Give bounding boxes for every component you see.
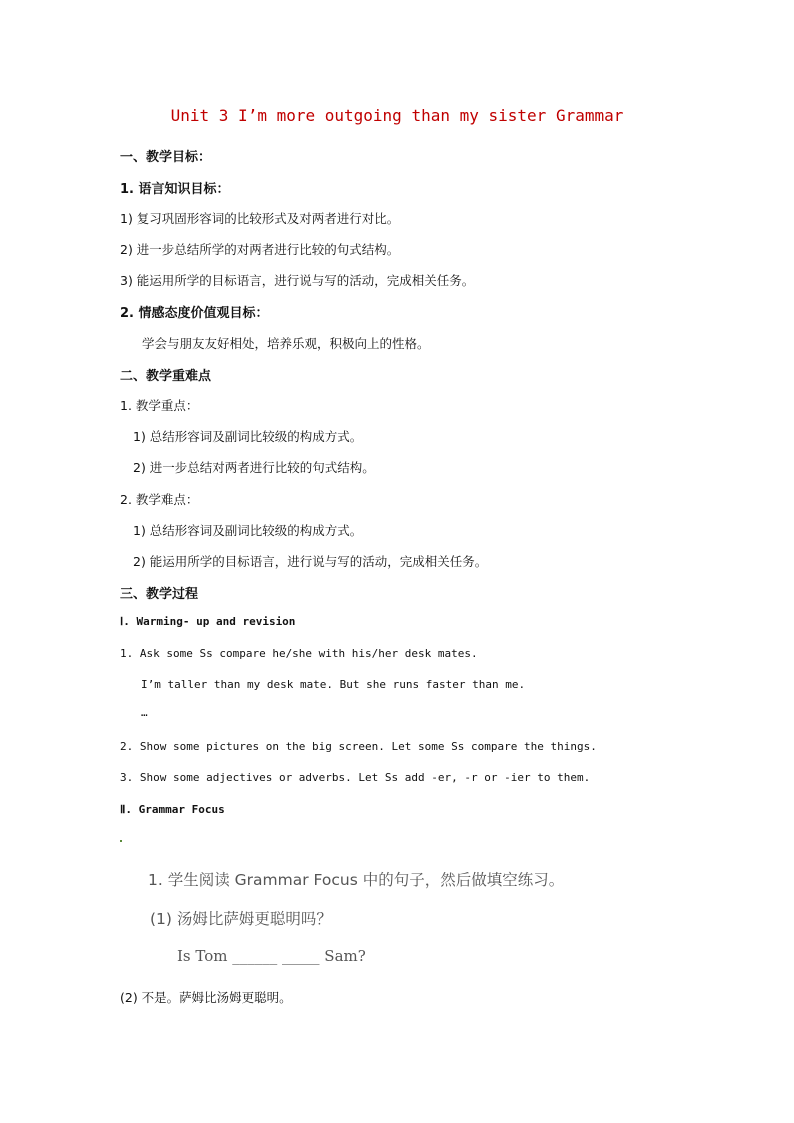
image-line-1: 1. 学生阅读 Grammar Focus 中的句子，然后做填空练习。 <box>148 871 565 889</box>
section-1-sub-2: 2. 情感态度价值观目标： <box>120 306 269 321</box>
section-2-key-item-2: 2) 进一步总结对两者进行比较的句式结构。 <box>133 460 375 475</box>
document-title: Unit 3 I’m more outgoing than my sister Grammar <box>170 106 624 125</box>
section-1-item-3: 3) 能运用所学的目标语言，进行说与写的活动，完成相关任务。 <box>120 273 475 288</box>
section-2-sub-2: 2. 教学难点： <box>120 492 199 507</box>
section-3-heading: 三、教学过程 <box>120 587 199 602</box>
section-1-paragraph: 学会与朋友友好相处，培养乐观，积极向上的性格。 <box>142 336 430 351</box>
part-1-heading: Ⅰ. Warming- up and revision <box>120 615 296 628</box>
section-2-difficulty-item-1: 1) 总结形容词及副词比较级的构成方式。 <box>133 523 363 538</box>
image-line-3: Is Tom ______ _____ Sam? <box>177 947 366 965</box>
warmup-step-1: 1. Ask some Ss compare he/she with his/her desk mates. <box>120 647 478 660</box>
warmup-step-3: 3. Show some adjectives or adverbs. Let Ss add -er, -r or -ier to them. <box>120 771 591 784</box>
section-2-heading: 二、教学重难点 <box>120 369 212 384</box>
part-2-heading: Ⅱ. Grammar Focus <box>120 803 225 816</box>
answer-line: (2) 不是。萨姆比汤姆更聪明。 <box>120 990 292 1005</box>
warmup-step-2: 2. Show some pictures on the big screen. Let some Ss compare the things. <box>120 740 597 753</box>
section-1-sub-1: 1. 语言知识目标： <box>120 182 230 197</box>
section-1-item-2: 2) 进一步总结所学的对两者进行比较的句式结构。 <box>120 242 400 257</box>
section-1-heading: 一、教学目标： <box>120 150 212 165</box>
warmup-ellipsis: … <box>141 706 148 719</box>
warmup-example: I’m taller than my desk mate. But she runs faster than me. <box>141 678 526 691</box>
section-2-difficulty-item-2: 2) 能运用所学的目标语言，进行说与写的活动，完成相关任务。 <box>133 554 488 569</box>
section-2-sub-1: 1. 教学重点： <box>120 398 199 413</box>
section-1-item-1: 1) 复习巩固形容词的比较形式及对两者进行对比。 <box>120 211 400 226</box>
section-2-key-item-1: 1) 总结形容词及副词比较级的构成方式。 <box>133 429 363 444</box>
stray-dot <box>120 840 122 842</box>
image-line-2: (1) 汤姆比萨姆更聪明吗？ <box>150 910 332 928</box>
